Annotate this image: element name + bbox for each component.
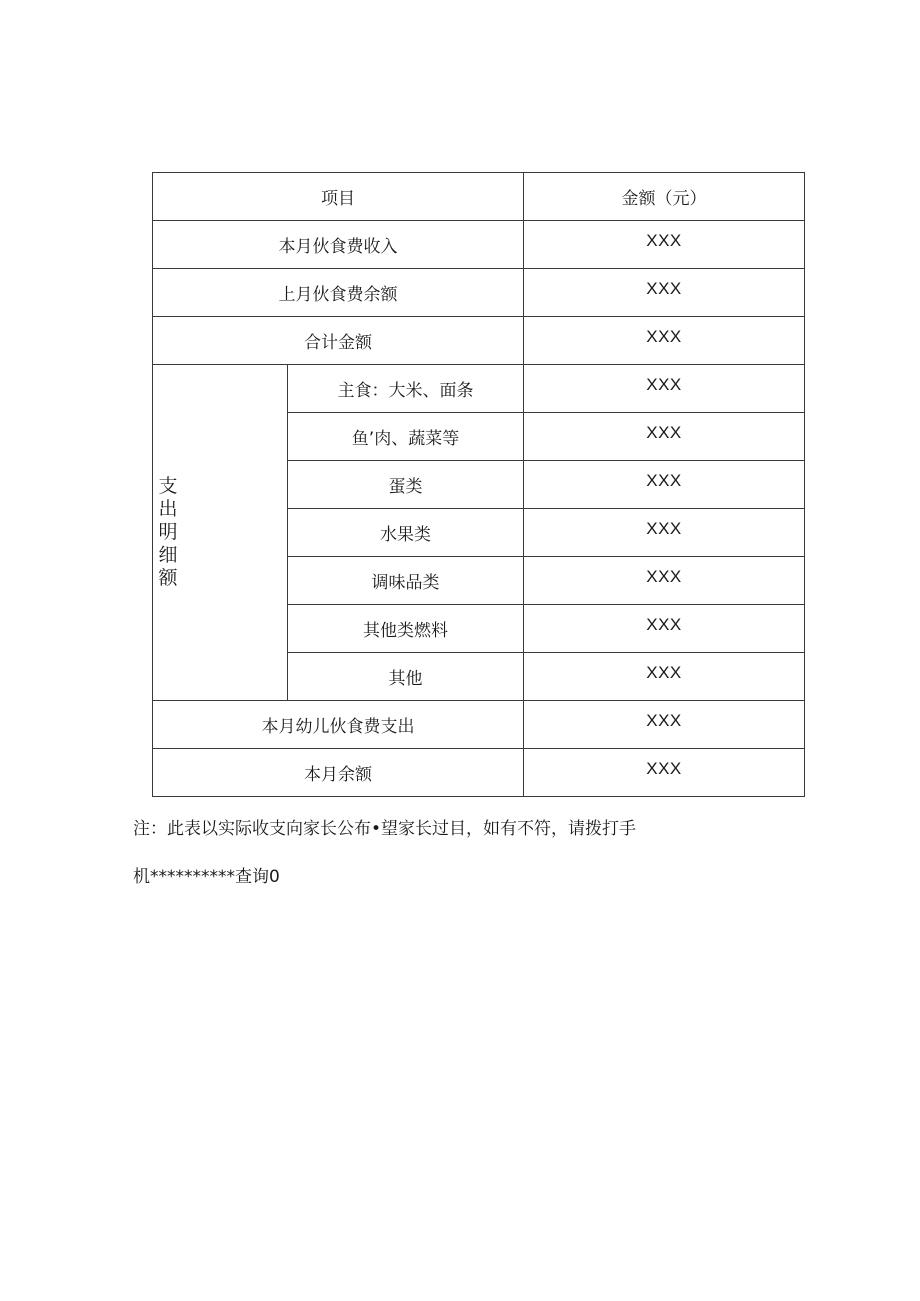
row-label: 主食：大米、面条 xyxy=(288,365,524,413)
row-amount: XXX xyxy=(524,221,805,269)
expense-group-label: 支出明细额 xyxy=(158,475,178,589)
row-label: 蛋类 xyxy=(288,461,524,509)
footnote-line-2: 机**********查询0 xyxy=(133,867,280,887)
row-amount: XXX xyxy=(524,269,805,317)
row-amount: XXX xyxy=(524,557,805,605)
row-amount: XXX xyxy=(524,509,805,557)
table-row xyxy=(153,749,805,797)
row-amount: XXX xyxy=(524,701,805,749)
table-row xyxy=(153,317,805,365)
row-amount: XXX xyxy=(524,365,805,413)
header-item: 项目 xyxy=(153,173,524,221)
row-amount: XXX xyxy=(524,413,805,461)
table-row xyxy=(153,365,805,413)
table-header-row xyxy=(153,173,805,221)
row-label: 合计金额 xyxy=(153,317,524,365)
row-amount: XXX xyxy=(524,749,805,797)
row-amount: XXX xyxy=(524,605,805,653)
footnote-line-1: 注：此表以实际收支向家长公布•望家长过目，如有不符，请拨打手 xyxy=(133,819,637,839)
header-amount: 金额（元） xyxy=(524,173,805,221)
table-row xyxy=(153,269,805,317)
row-label: 上月伙食费余额 xyxy=(153,269,524,317)
table-row xyxy=(153,221,805,269)
row-label: 本月余额 xyxy=(153,749,524,797)
row-amount: XXX xyxy=(524,461,805,509)
row-label: 其他类燃料 xyxy=(288,605,524,653)
row-amount: XXX xyxy=(524,317,805,365)
row-label: 调味品类 xyxy=(288,557,524,605)
row-label: 本月幼儿伙食费支出 xyxy=(153,701,524,749)
row-label: 鱼’肉、蔬菜等 xyxy=(288,413,524,461)
row-label: 其他 xyxy=(288,653,524,701)
food-fee-table xyxy=(152,172,805,797)
expense-group-cell xyxy=(153,365,288,701)
row-label: 本月伙食费收入 xyxy=(153,221,524,269)
table-row xyxy=(153,701,805,749)
row-label: 水果类 xyxy=(288,509,524,557)
row-amount: XXX xyxy=(524,653,805,701)
